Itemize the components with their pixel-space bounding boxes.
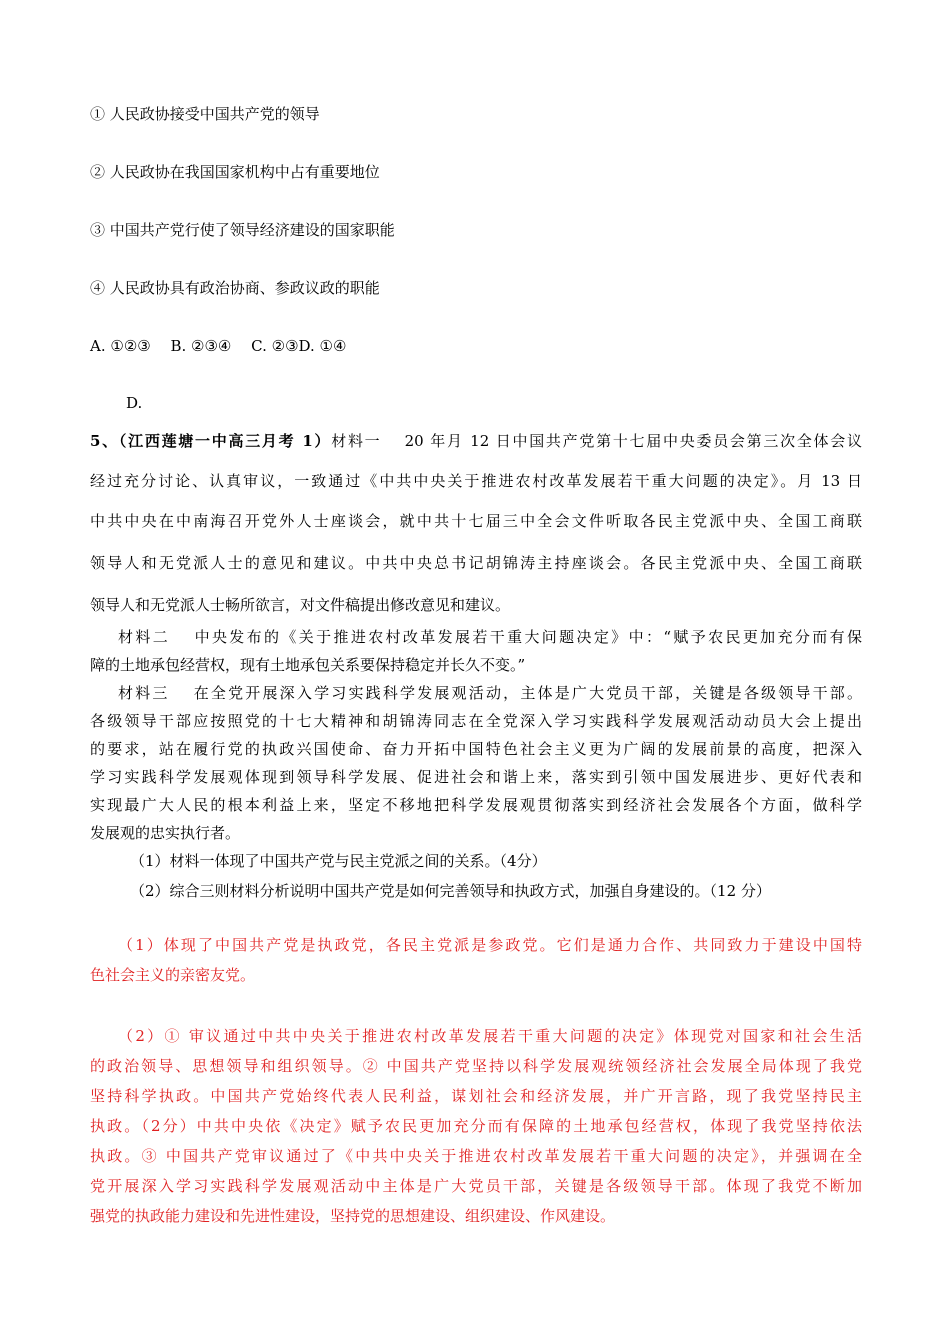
material-3-line-5: 实现最广大人民的根本利益上来，坚定不移地把科学发展观贯彻落实到经济社会发展各个方面，做科学 bbox=[90, 796, 862, 814]
question-number: 5、 bbox=[90, 432, 119, 450]
option-3: ③ 中国共产党行使了领导经济建设的国家职能 bbox=[90, 221, 395, 239]
option-4: ④ 人民政协具有政治协商、参政议政的职能 bbox=[90, 279, 380, 297]
material-3-line-3: 的要求，站在履行党的执政兴国使命、奋力开拓中国特色社会主义更为广阔的发展前景的高度，把深入 bbox=[90, 740, 862, 758]
answer-1-line-2: 色社会主义的亲密友党。 bbox=[90, 966, 256, 984]
answer-2-line-3: 坚持科学执政。中国共产党始终代表人民利益，谋划社会和经济发展，并广开言路，现了我党坚持民主 bbox=[90, 1087, 862, 1105]
material-3-line-6: 发展观的忠实执行者。 bbox=[90, 824, 241, 842]
question-5-line-3: 中共中央在中南海召开党外人士座谈会，就中共十七届三中全会文件听取各民主党派中央、全国工商联 bbox=[90, 512, 862, 530]
answer-2-line-6: 党开展深入学习实践科学发展观活动中主体是广大党员干部，关键是各级领导干部。体现了我党不断加 bbox=[90, 1177, 862, 1195]
choices: A. ①②③ B. ②③④ C. ②③D. ①④ bbox=[90, 337, 347, 355]
material-1-start: 材料一 20 年月 12 日中国共产党第十七届中央委员会第三次全体会议 bbox=[331, 432, 863, 450]
sub-question-2: （2）综合三则材料分析说明中国共产党是如何完善领导和执政方式，加强自身建设的。（12 分） bbox=[130, 882, 771, 900]
answer-1-line-1: （1）体现了中国共产党是执政党，各民主党派是参政党。它们是通力合作、共同致力于建设中国特 bbox=[118, 936, 862, 954]
option-1: ① 人民政协接受中国共产党的领导 bbox=[90, 105, 320, 123]
question-5-line-4: 领导人和无党派人士的意见和建议。中共中央总书记胡锦涛主持座谈会。各民主党派中央、全国工商联 bbox=[90, 554, 862, 572]
answer-2-line-1: （2）① 审议通过中共中央关于推进农村改革发展若干重大问题的决定》体现党对国家和社会生活 bbox=[118, 1027, 862, 1045]
answer-2-line-4: 执政。（2分）中共中央依《决定》赋予农民更加充分而有保障的土地承包经营权，体现了我党坚持依法 bbox=[90, 1117, 862, 1135]
sub-question-1: （1）材料一体现了中国共产党与民主党派之间的关系。（4分） bbox=[130, 852, 547, 870]
question-5-line-1 bbox=[90, 430, 862, 451]
material-2-line-1: 材料二 中央发布的《关于推进农村改革发展若干重大问题决定》中：“赋予农民更加充分而有保 bbox=[118, 628, 862, 646]
material-3-line-1: 材料三 在全党开展深入学习实践科学发展观活动，主体是广大党员干部，关键是各级领导干部。 bbox=[118, 684, 862, 702]
answer-2-line-5: 执政。③ 中国共产党审议通过了《中共中央关于推进农村改革发展若干重大问题的决定》，并强调在全 bbox=[90, 1147, 862, 1165]
material-2-line-2: 障的土地承包经营权，现有土地承包关系要保持稳定并长久不变。” bbox=[90, 656, 526, 674]
question-5-line-5: 领导人和无党派人士畅所欲言，对文件稿提出修改意见和建议。 bbox=[90, 596, 511, 614]
option-2: ② 人民政协在我国国家机构中占有重要地位 bbox=[90, 163, 380, 181]
question-source: （江西莲塘一中高三月考 1） bbox=[118, 432, 332, 450]
question-5-line-2: 经过充分讨论、认真审议，一致通过《中共中央关于推进农村改革发展若干重大问题的决定》。月 13 日 bbox=[90, 472, 862, 490]
answer-2-line-2: 的政治领导、思想领导和组织领导。② 中国共产党坚持以科学发展观统领经济社会发展全局体现了我党 bbox=[90, 1057, 862, 1075]
material-3-line-2: 各级领导干部应按照党的十七大精神和胡锦涛同志在全党深入学习实践科学发展观活动动员大会上提出 bbox=[90, 712, 862, 730]
answer-letter: D. bbox=[126, 394, 143, 412]
material-3-line-4: 学习实践科学发展观体现到领导科学发展、促进社会和谐上来，落实到引领中国发展进步、更好代表和 bbox=[90, 768, 862, 786]
answer-2-line-7: 强党的执政能力建设和先进性建设，坚持党的思想建设、组织建设、作风建设。 bbox=[90, 1207, 616, 1225]
